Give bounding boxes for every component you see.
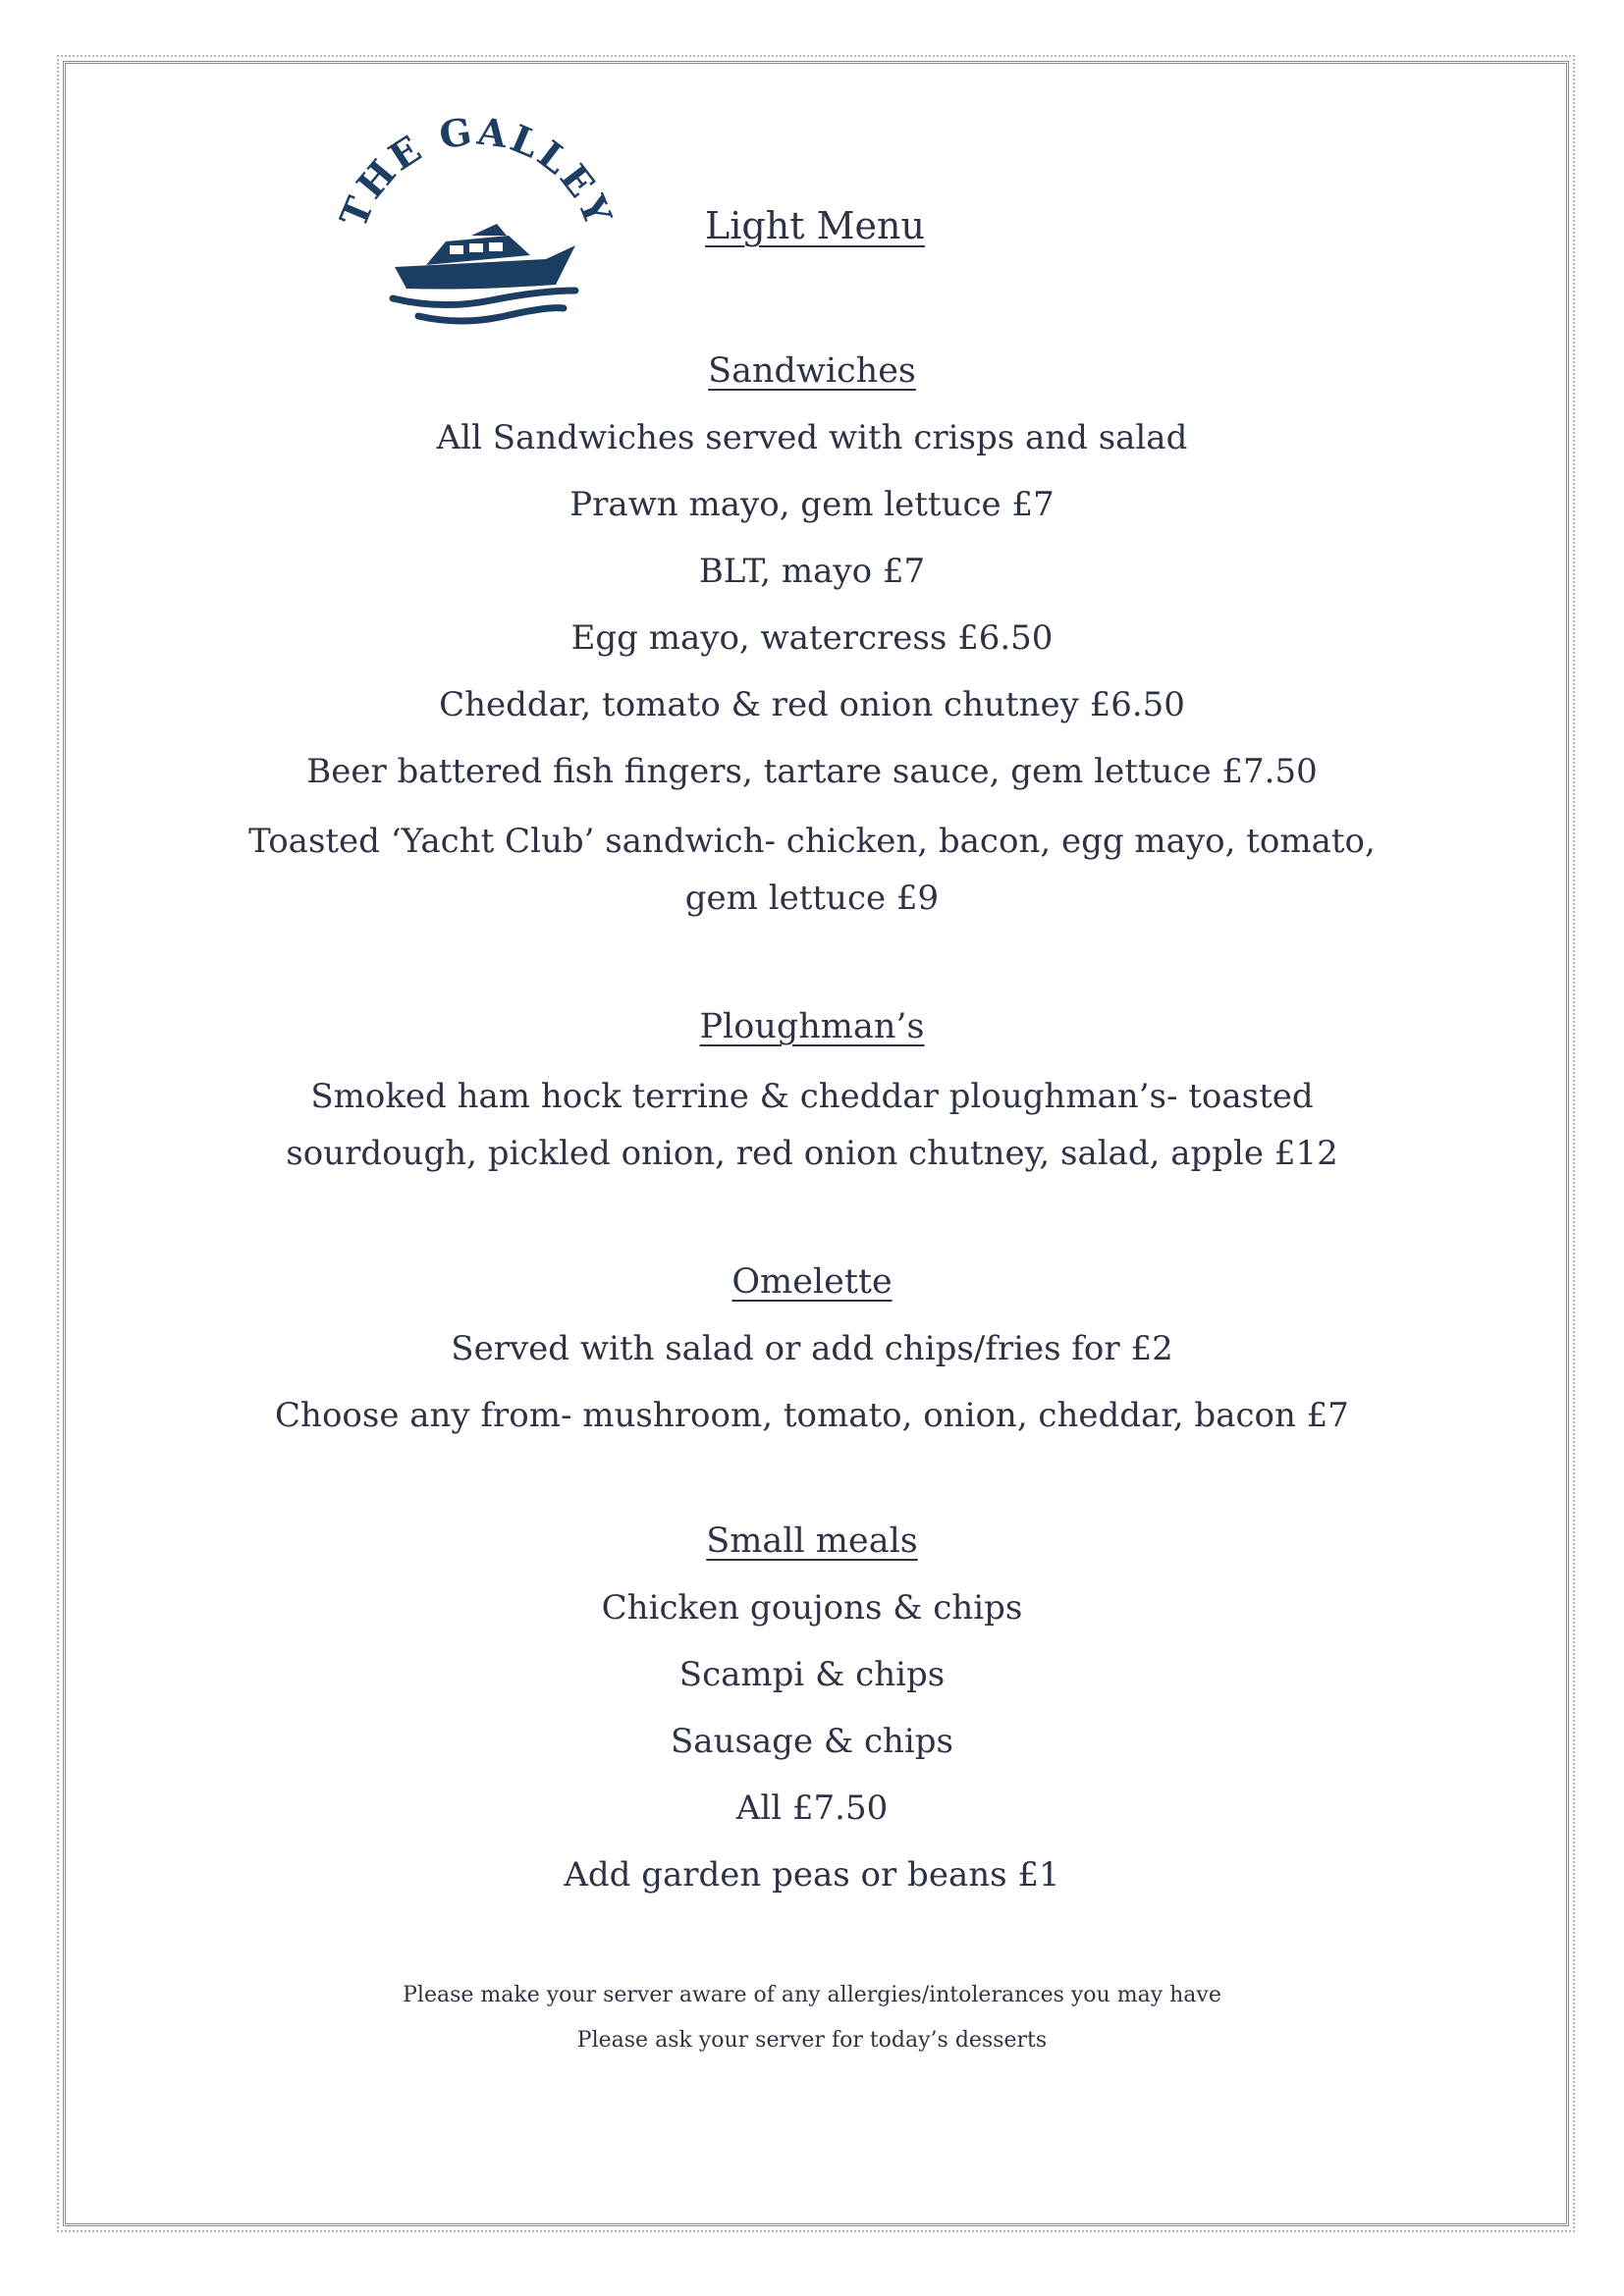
menu-content <box>216 346 1408 1916</box>
menu-item: Prawn mayo, gem lettuce £7 <box>569 485 1055 524</box>
menu-item: Smoked ham hock terrine & cheddar ploughman’s- toasted sourdough, pickled onion, red onion chutney, salad, apple £12 <box>286 1077 1338 1173</box>
menu-item: Sausage & chips <box>671 1722 953 1761</box>
menu-item: Toasted ‘Yacht Club’ sandwich- chicken, bacon, egg mayo, tomato, gem lettuce £9 <box>248 822 1376 918</box>
allergy-note: Please make your server aware of any allergies/intolerances you may have <box>403 1983 1221 2007</box>
section-title-ploughmans: Ploughman’s <box>699 1007 925 1046</box>
menu-item: Egg mayo, watercress £6.50 <box>570 618 1054 658</box>
menu-item: Cheddar, tomato & red onion chutney £6.50 <box>439 685 1185 724</box>
logo-text: THE GALLEY <box>330 108 623 234</box>
page-title: Light Menu <box>705 204 925 247</box>
menu-item: Add garden peas or beans £1 <box>564 1855 1060 1895</box>
section-title-sandwiches: Sandwiches <box>708 351 916 391</box>
menu-line: All Sandwiches served with crisps and salad <box>436 418 1188 457</box>
menu-item: BLT, mayo £7 <box>698 552 926 591</box>
footer-notes <box>324 1981 1300 2071</box>
section-title-omelette: Omelette <box>731 1262 893 1302</box>
menu-item: Beer battered fish fingers, tartare sauce, gem lettuce £7.50 <box>306 752 1318 791</box>
menu-line: Served with salad or add chips/fries for £2 <box>451 1329 1173 1368</box>
waves-icon <box>393 291 575 321</box>
boat-icon <box>395 224 575 290</box>
menu-item: Choose any from- mushroom, tomato, onion, cheddar, bacon £7 <box>275 1396 1349 1435</box>
menu-item: Scampi & chips <box>678 1655 946 1694</box>
menu-price: All £7.50 <box>735 1789 889 1828</box>
menu-item: Chicken goujons & chips <box>601 1588 1023 1628</box>
dessert-note: Please ask your server for today’s desserts <box>576 2028 1048 2053</box>
section-title-small-meals: Small meals <box>706 1522 918 1561</box>
